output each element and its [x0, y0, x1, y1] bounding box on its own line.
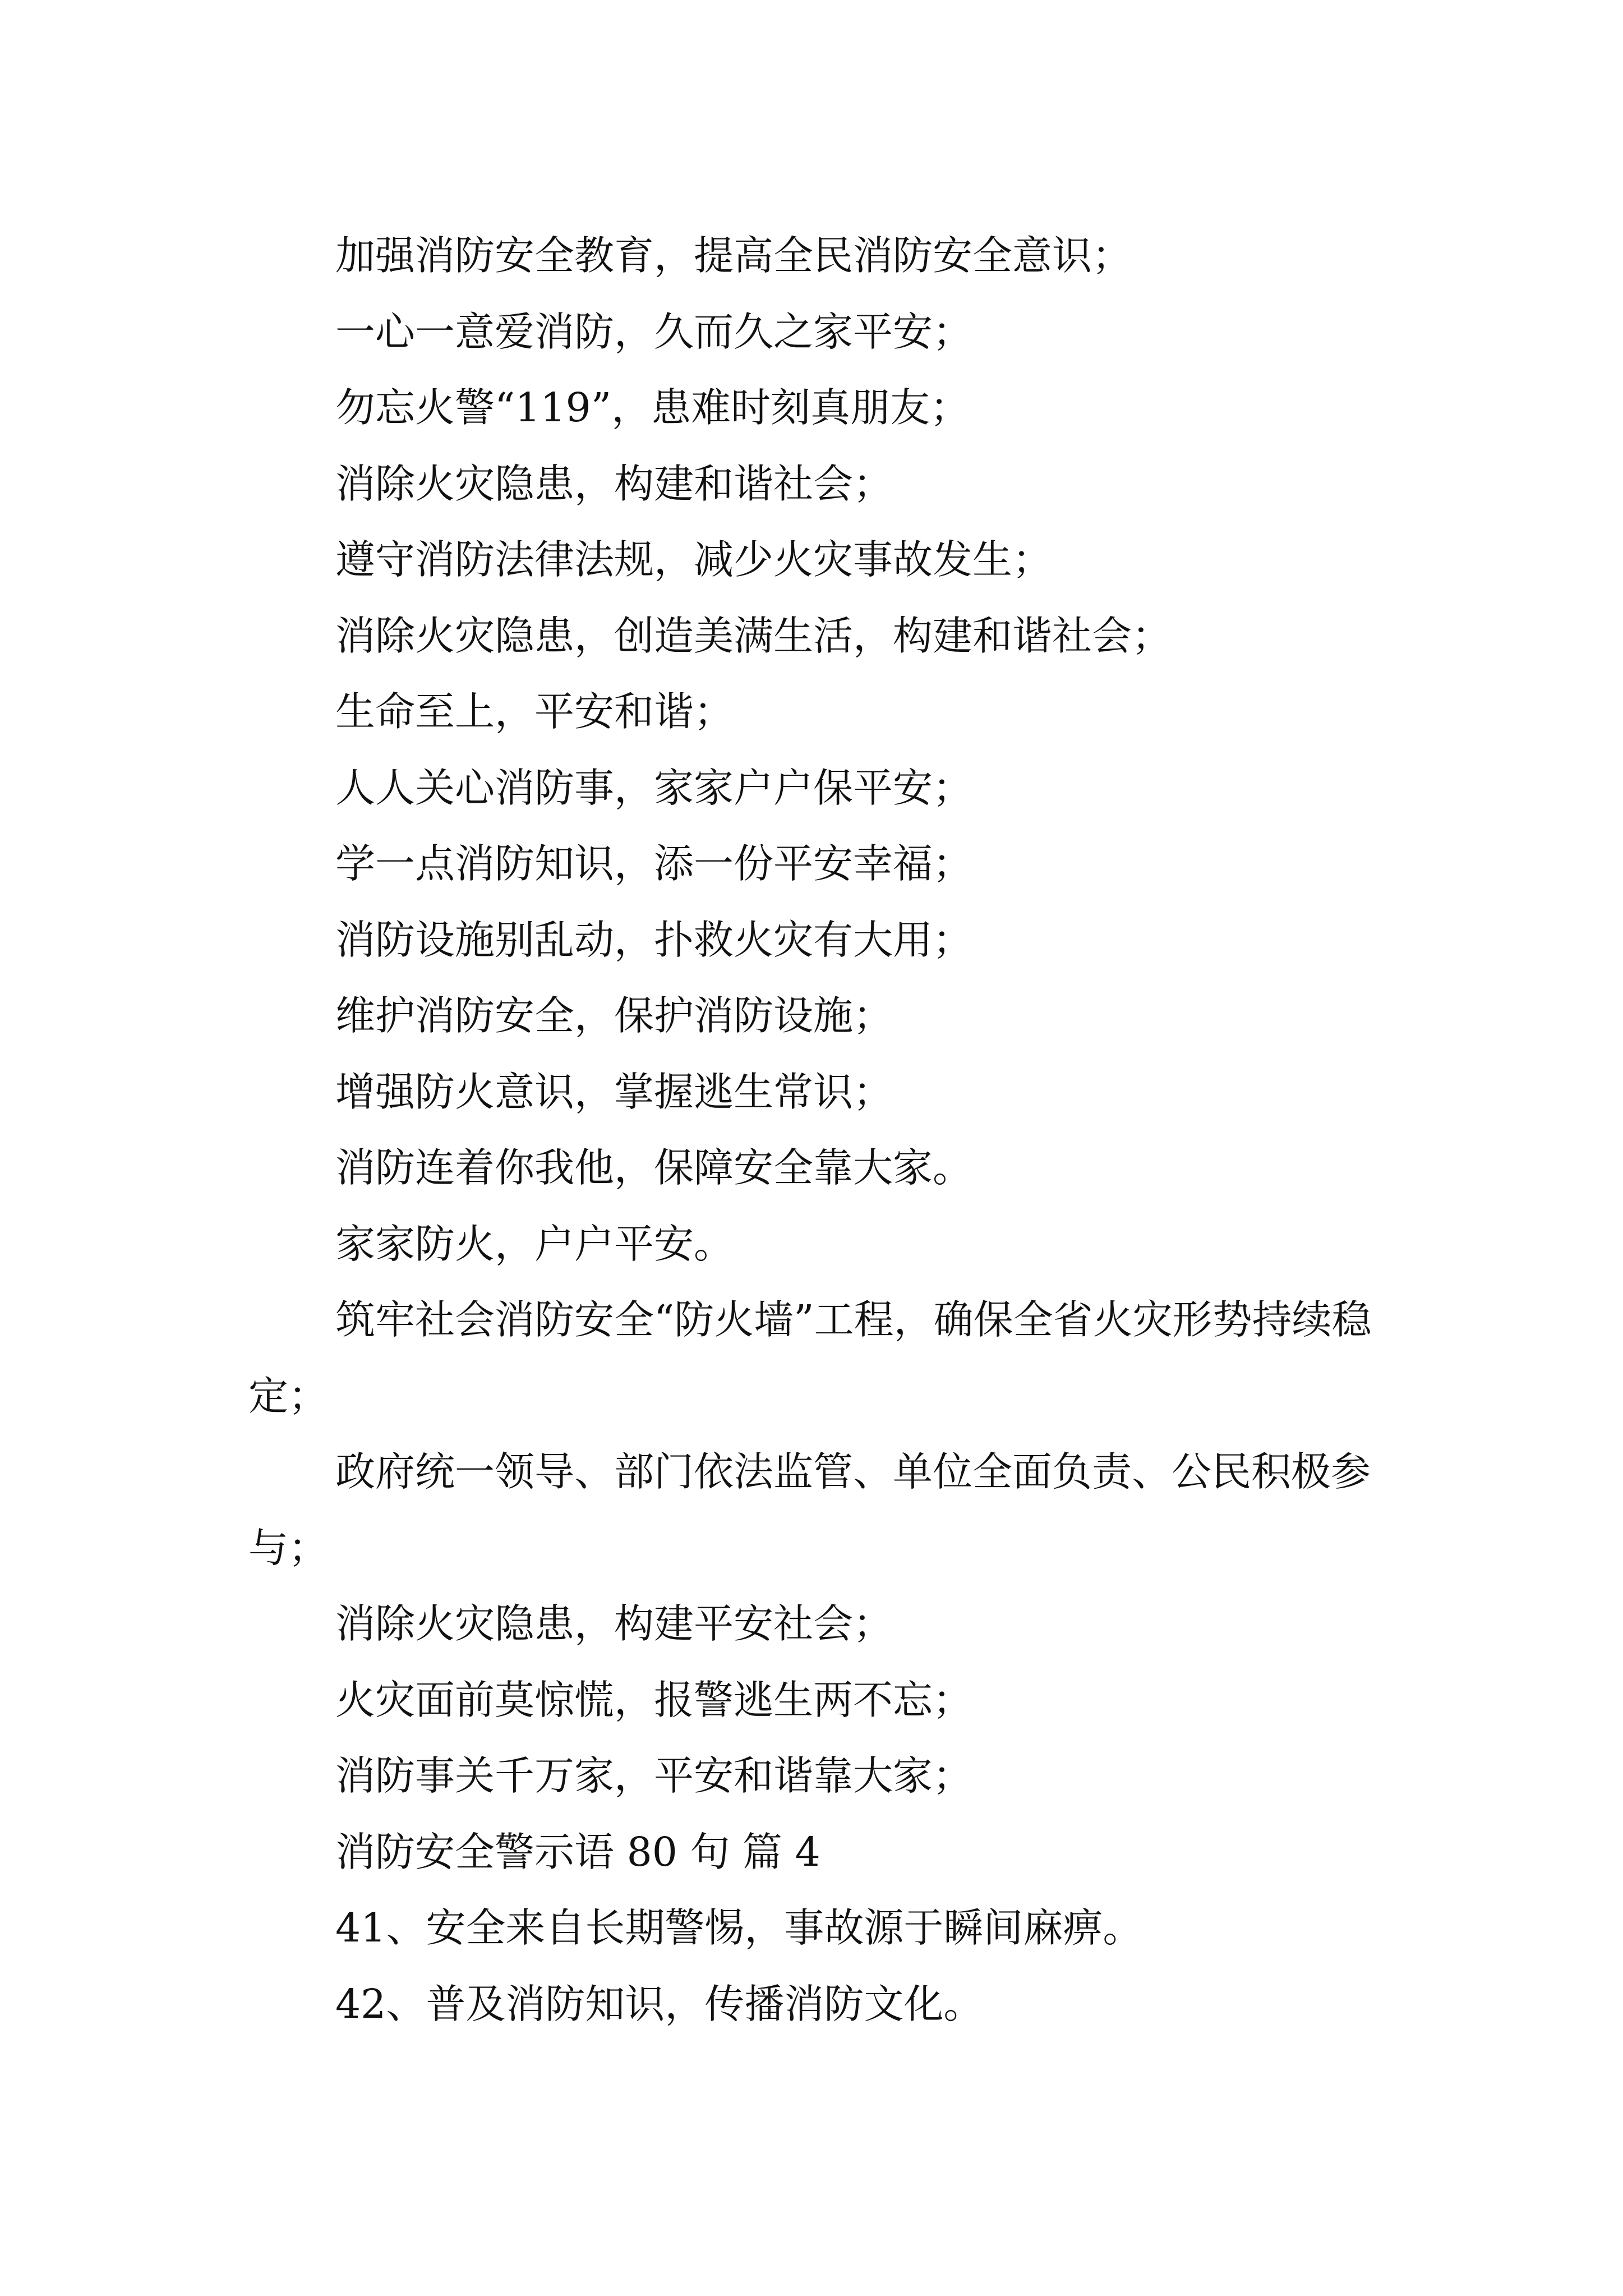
paragraph-7: 生命至上，平安和谐； — [335, 688, 734, 735]
paragraph-18: 火灾面前莫惊慌，报警逃生两不忘； — [335, 1676, 973, 1723]
paragraph-12: 增强防火意识，掌握逃生常识； — [335, 1068, 893, 1115]
paragraph-9: 学一点消防知识，添一份平安幸福； — [335, 840, 973, 887]
paragraph-3: 勿忘火警“119”，患难时刻真朋友； — [335, 384, 970, 431]
list-item-42: 42、普及消防知识，传播消防文化。 — [335, 1980, 984, 2027]
section-heading: 消防安全警示语 80 句 篇 4 — [335, 1828, 820, 1875]
paragraph-2: 一心一意爱消防，久而久之家平安； — [335, 308, 973, 355]
document-body — [248, 218, 1376, 2042]
paragraph-11: 维护消防安全，保护消防设施； — [335, 992, 893, 1039]
paragraph-8: 人人关心消防事，家家户户保平安； — [335, 764, 973, 811]
paragraph-13: 消防连着你我他，保障安全靠大家。 — [335, 1144, 973, 1191]
paragraph-14: 家家防火，户户平安。 — [335, 1220, 734, 1267]
paragraph-15: 筑牢社会消防安全“防火墙”工程，确保全省火灾形势持续稳定； — [248, 1296, 1372, 1419]
paragraph-17: 消除火灾隐患，构建平安社会； — [335, 1600, 893, 1647]
paragraph-1: 加强消防安全教育，提高全民消防安全意识； — [335, 232, 1132, 279]
paragraph-10: 消防设施别乱动，扑救火灾有大用； — [335, 916, 973, 963]
list-item-41: 41、安全来自长期警惕，事故源于瞬间麻痹。 — [335, 1904, 1143, 1951]
paragraph-19: 消防事关千万家，平安和谐靠大家； — [335, 1752, 973, 1799]
paragraph-4: 消除火灾隐患，构建和谐社会； — [335, 460, 893, 507]
paragraph-16: 政府统一领导、部门依法监管、单位全面负责、公民积极参与； — [248, 1448, 1371, 1571]
paragraph-6: 消除火灾隐患，创造美满生活，构建和谐社会； — [335, 612, 1172, 659]
paragraph-5: 遵守消防法律法规，减少火灾事故发生； — [335, 536, 1053, 583]
